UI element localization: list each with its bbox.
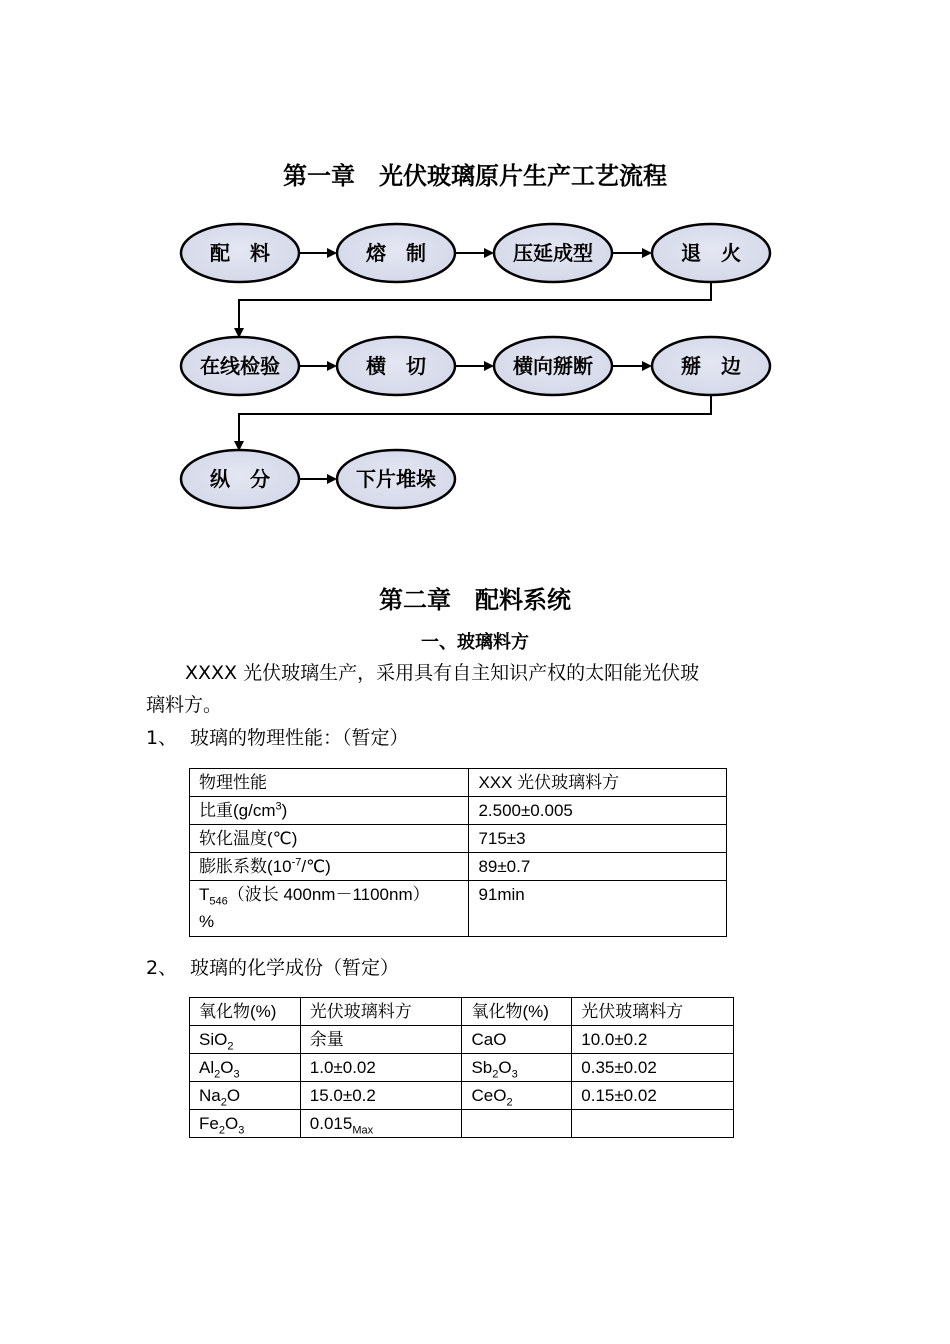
flow-step-batching [181,224,299,282]
oxide-cell [462,1110,572,1138]
table-row [190,825,727,853]
header-cell: 氧化物(%) [462,998,572,1026]
flow-step-label: 横向掰断 [513,354,593,378]
flow-step-label: 掰 边 [681,354,741,378]
value-cell: 715±3 [469,825,727,853]
table-header-row [190,769,727,797]
table-row [190,881,727,937]
flow-connector [239,283,711,336]
table-row [190,1026,734,1054]
value-cell [572,1110,734,1138]
item-1-label: 玻璃的物理性能：（暂定） [190,727,409,749]
flow-step-edge-breaking [652,337,770,395]
value-cell: 2.500±0.005 [469,797,727,825]
table-header-row [190,998,734,1026]
value-cell: 1.0±0.02 [300,1054,462,1082]
flow-step-label: 熔 制 [366,241,426,265]
flow-step-label: 退 火 [681,241,741,265]
value-cell: 余量 [300,1026,462,1054]
value-cell: 89±0.7 [469,853,727,881]
flow-step-cross-cutting [337,337,455,395]
header-cell: 物理性能 [190,769,469,797]
section-title: 一、玻璃料方 [421,632,529,653]
process-flowchart [0,0,950,540]
flow-step-label: 下片堆垛 [356,467,436,491]
intro-line-2: 璃料方。 [146,694,223,716]
value-cell: 15.0±0.2 [300,1082,462,1110]
flow-connector [239,396,711,449]
flow-step-longitudinal-split [181,450,299,508]
oxide-cell: $Fe_2O_3$ [190,1110,301,1138]
table-row [190,1110,734,1138]
value-cell: 91min [469,881,727,937]
value-cell: $0.015_{Max}$ [300,1110,462,1138]
oxide-cell: $Na_2O$ [190,1082,301,1110]
header-cell: 氧化物(%) [190,998,301,1026]
header-cell: XXX 光伏玻璃料方 [469,769,727,797]
flow-step-cross-breaking [494,337,612,395]
flow-step-online-inspection [181,337,299,395]
oxide-cell: SiO$_2$ [190,1026,301,1054]
chemical-composition-table [189,997,734,1138]
value-cell: 0.35±0.02 [572,1054,734,1082]
property-cell: 软化温度(℃) [190,825,469,853]
chapter-2-title: 第二章 配料系统 [379,586,571,614]
property-cell: 比重$(g/cm^3)$ [190,797,469,825]
chapter-1-title: 第一章 光伏玻璃原片生产工艺流程 [283,162,667,190]
flow-step-melting [337,224,455,282]
item-2-label: 玻璃的化学成份（暂定） [190,957,400,979]
flow-step-label: 压延成型 [513,241,593,265]
header-cell: 光伏玻璃料方 [572,998,734,1026]
oxide-cell: $Al_2O_3$ [190,1054,301,1082]
flow-step-rolling [494,224,612,282]
flow-step-label: 横 切 [366,354,426,378]
item-2-number: 2、 [146,957,178,979]
table-row [190,853,727,881]
header-cell: 光伏玻璃料方 [300,998,462,1026]
property-cell: $T_{546}$（波长 400nm－1100nm） % [190,881,469,937]
table-row [190,1082,734,1110]
flow-step-label: 纵 分 [210,467,270,491]
property-cell: 膨胀系数$(10^{-7}/℃)$ [190,853,469,881]
flow-step-label: 在线检验 [200,354,280,378]
flow-step-label: 配 料 [210,241,270,265]
flow-step-annealing [652,224,770,282]
physical-properties-table [189,768,727,937]
table-row [190,1054,734,1082]
item-1-number: 1、 [146,727,178,749]
flow-step-stacking [337,450,455,508]
value-cell: 10.0±0.2 [572,1026,734,1054]
value-cell: 0.15±0.02 [572,1082,734,1110]
oxide-cell: CeO$_2$ [462,1082,572,1110]
oxide-cell: $Sb_2O_3$ [462,1054,572,1082]
intro-line-1: XXXX 光伏玻璃生产，采用具有自主知识产权的太阳能光伏玻 [185,662,700,684]
table-row [190,797,727,825]
oxide-cell: CaO [462,1026,572,1054]
